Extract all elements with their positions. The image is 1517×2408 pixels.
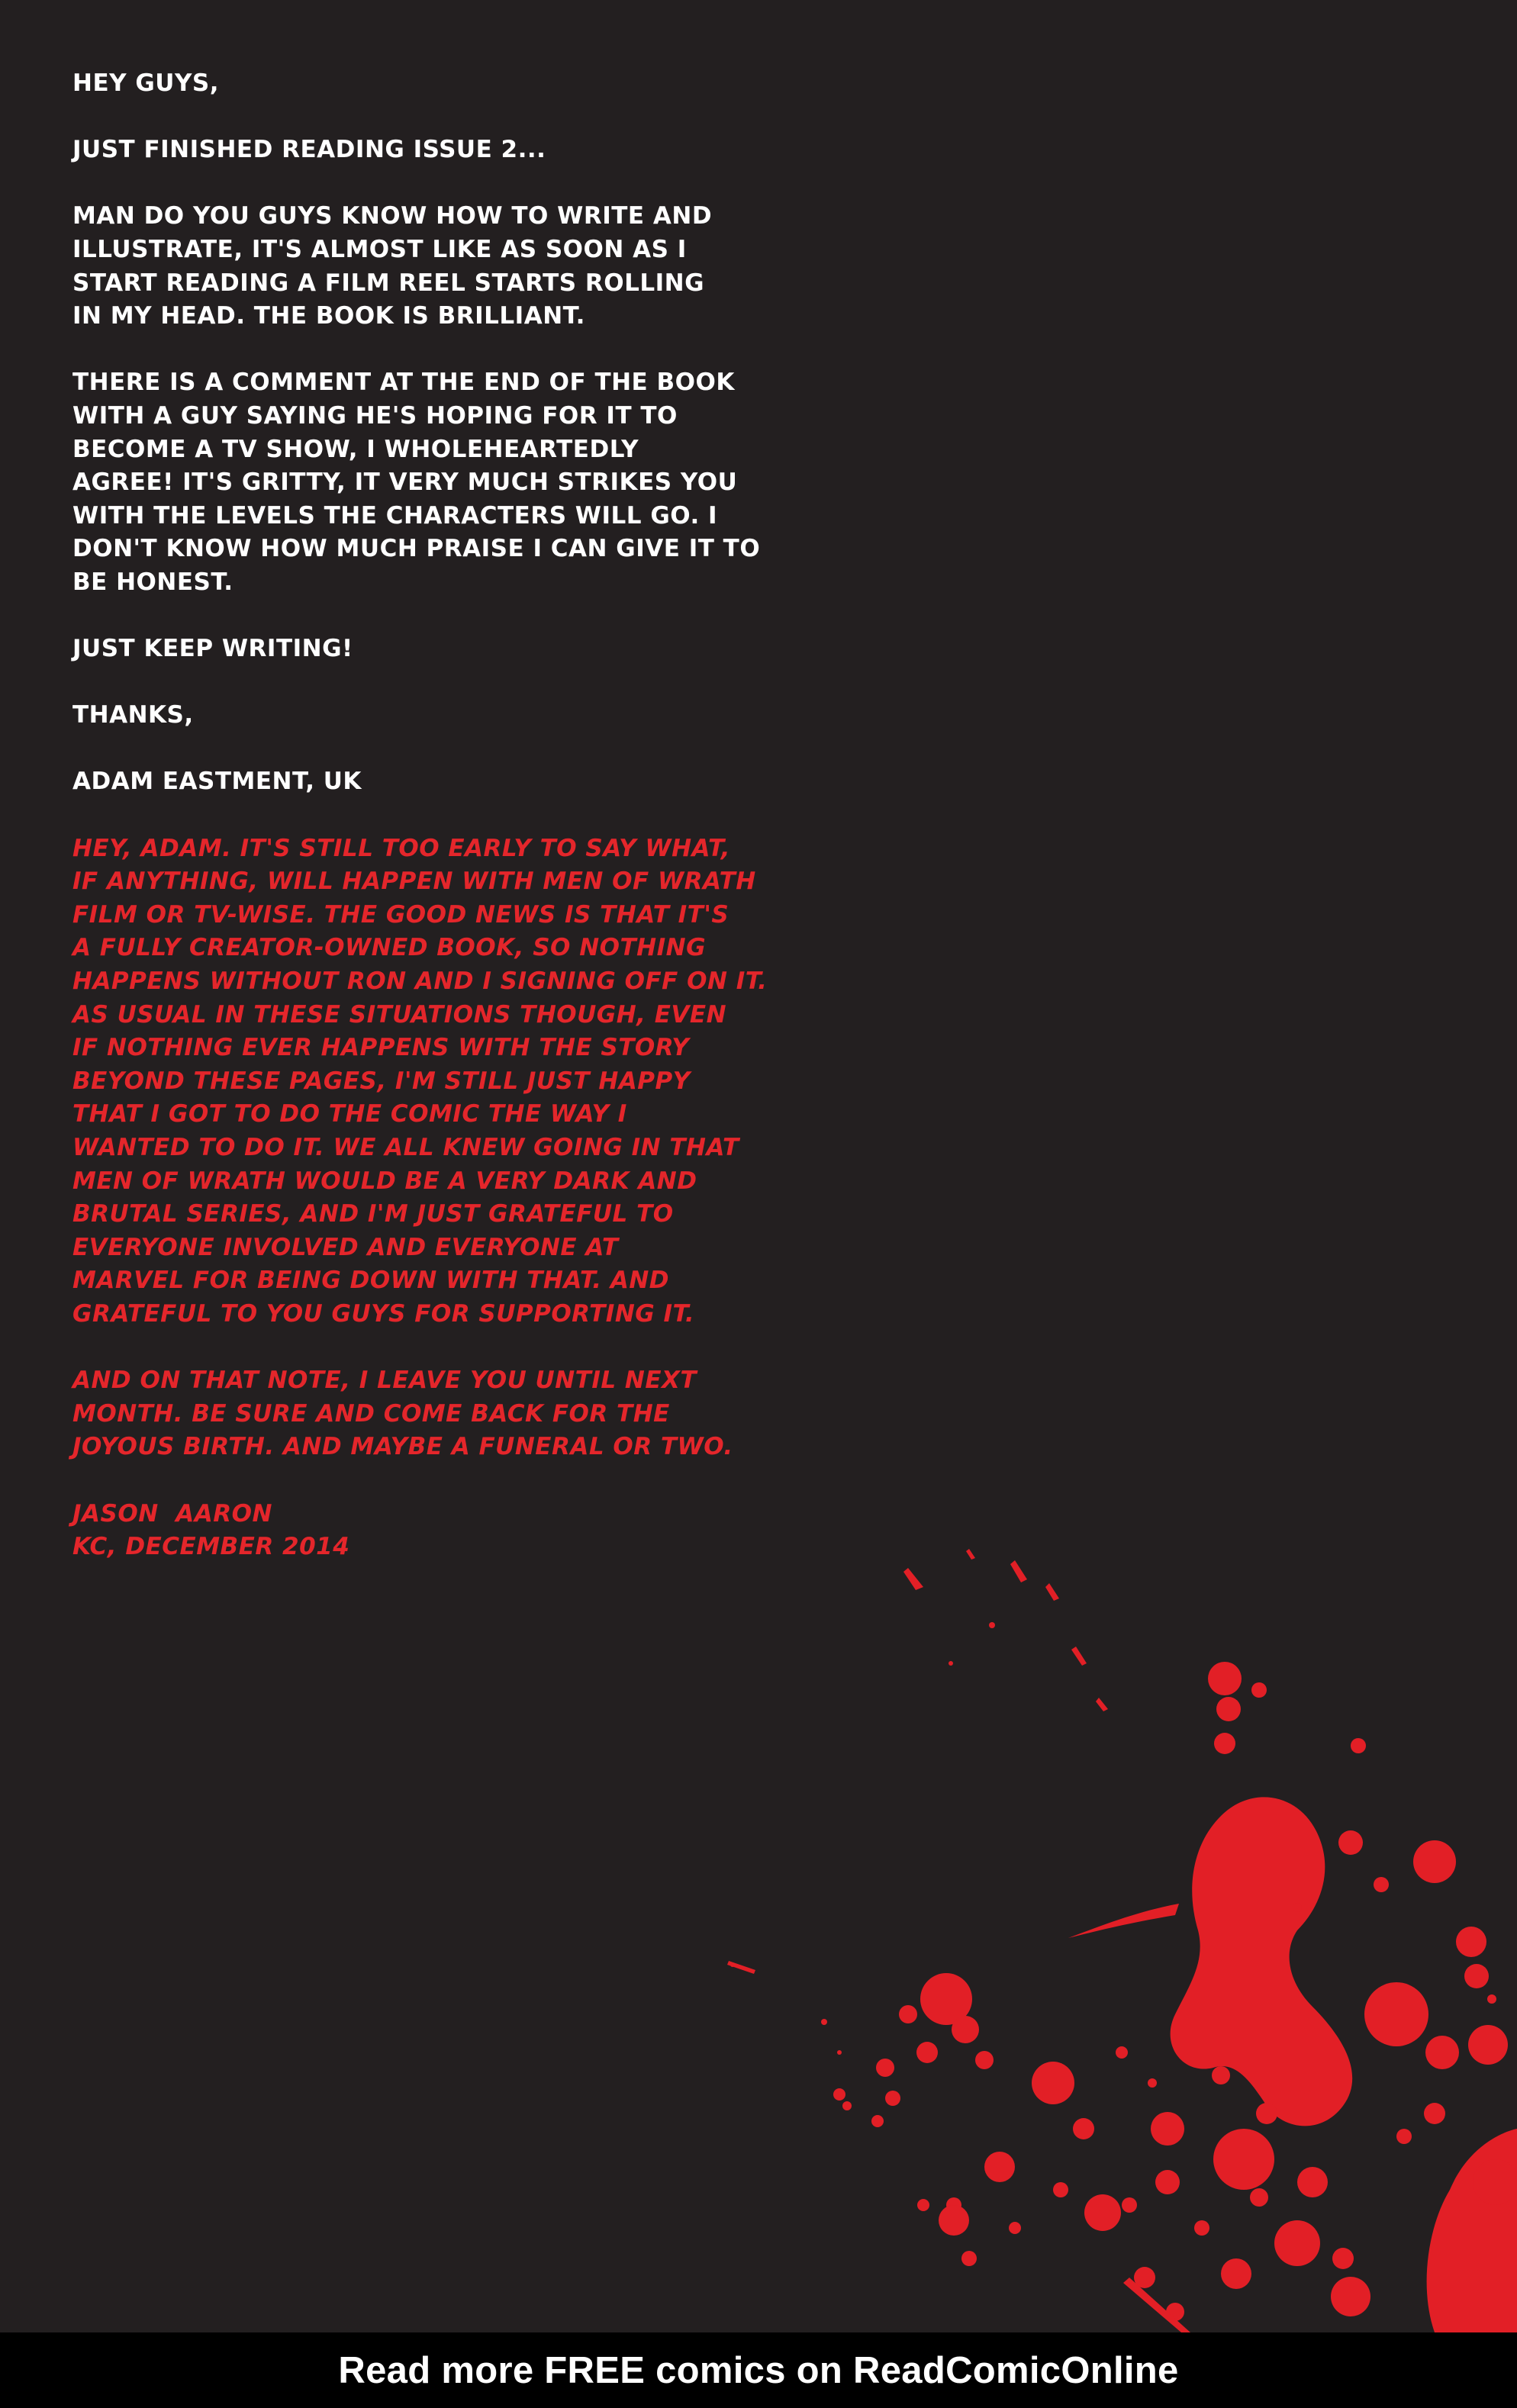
reply-line: MEN OF WRATH WOULD BE A VERY DARK AND: [72, 1167, 697, 1195]
reply-signature: [72, 1498, 759, 1564]
letter-line: WITH A GUY SAYING HE'S HOPING FOR IT TO: [72, 401, 678, 430]
reply-line: HAPPENS WITHOUT RON AND I SIGNING OFF ON IT.: [72, 967, 768, 996]
reply-line: HEY, ADAM. IT'S STILL TOO EARLY TO SAY WHAT,: [72, 834, 730, 862]
reply-line: IF NOTHING EVER HAPPENS WITH THE STORY: [72, 1034, 690, 1062]
letter-line: BECOME A TV SHOW, I WHOLEHEARTEDLY: [72, 435, 639, 463]
reply-line: BRUTAL SERIES, AND I'M JUST GRATEFUL TO: [72, 1200, 674, 1228]
letter-paragraph-2: [72, 366, 759, 599]
reply-line: GRATEFUL TO YOU GUYS FOR SUPPORTING IT.: [72, 1299, 695, 1328]
letter-greeting: HEY GUYS,: [72, 69, 220, 97]
letter-signoff: THANKS,: [72, 701, 194, 729]
letter-line: MAN DO YOU GUYS KNOW HOW TO WRITE AND: [72, 202, 713, 230]
letter-line: BE HONEST.: [72, 568, 234, 596]
letter-line: IN MY HEAD. THE BOOK IS BRILLIANT.: [72, 302, 585, 330]
reply-paragraph-2: [72, 1364, 759, 1464]
reply-line: THAT I GOT TO DO THE COMIC THE WAY I: [72, 1100, 627, 1128]
reply-line: FILM OR TV-WISE. THE GOOD NEWS IS THAT IT'S: [72, 900, 730, 929]
letter-line: WITH THE LEVELS THE CHARACTERS WILL GO. I: [72, 501, 718, 530]
letter-paragraph-1: [72, 200, 759, 333]
letter-closing: JUST KEEP WRITING!: [72, 635, 353, 663]
reply-line: AS USUAL IN THESE SITUATIONS THOUGH, EVEN: [72, 1000, 727, 1029]
reply-line: AND ON THAT NOTE, I LEAVE YOU UNTIL NEXT: [72, 1367, 697, 1395]
letter-line: DON'T KNOW HOW MUCH PRAISE I CAN GIVE IT TO: [72, 535, 761, 563]
footer-banner[interactable]: [0, 2332, 1517, 2408]
letter-line: THERE IS A COMMENT AT THE END OF THE BOOK: [72, 369, 735, 397]
reply-line: BEYOND THESE PAGES, I'M STILL JUST HAPPY: [72, 1067, 691, 1095]
editor-reply: [72, 832, 768, 1564]
letter-line: ILLUSTRATE, IT'S ALMOST LIKE AS SOON AS I: [72, 235, 687, 263]
reply-line: A FULLY CREATOR-OWNED BOOK, SO NOTHING: [72, 934, 707, 962]
footer-link-text[interactable]: Read more FREE comics on ReadComicOnline: [338, 2349, 1179, 2391]
letter-intro: JUST FINISHED READING ISSUE 2...: [72, 136, 546, 164]
reply-line: MONTH. BE SURE AND COME BACK FOR THE: [72, 1399, 670, 1428]
reply-location-date: KC, DECEMBER 2014: [72, 1533, 350, 1561]
letter-line: START READING A FILM REEL STARTS ROLLING: [72, 269, 705, 297]
reply-line: EVERYONE INVOLVED AND EVERYONE AT: [72, 1233, 619, 1261]
reply-line: WANTED TO DO IT. WE ALL KNEW GOING IN THAT: [72, 1134, 739, 1161]
letter-signature: ADAM EASTMENT, UK: [72, 768, 362, 796]
reply-line: JOYOUS BIRTH. AND MAYBE A FUNERAL OR TWO.: [72, 1433, 733, 1461]
letter-line: AGREE! IT'S GRITTY, IT VERY MUCH STRIKES YOU: [72, 468, 738, 497]
reply-author: JASON AARON: [72, 1499, 272, 1528]
reply-line: MARVEL FOR BEING DOWN WITH THAT. AND: [72, 1267, 669, 1295]
reply-line: IF ANYTHING, WILL HAPPEN WITH MEN OF WRATH: [72, 868, 756, 896]
reply-paragraph-1: [72, 832, 768, 1331]
letter-column: [72, 67, 768, 1597]
